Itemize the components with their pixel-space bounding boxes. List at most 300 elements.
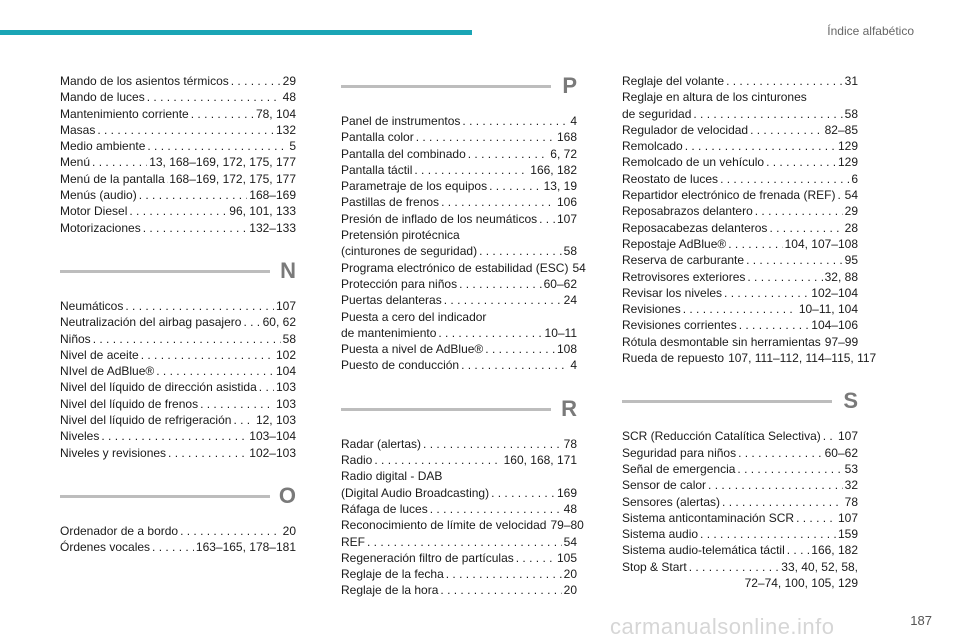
entry-term: Radio [341, 453, 373, 468]
index-entry [622, 317, 858, 333]
entry-pages: 20 [563, 567, 577, 582]
section-letter: N [280, 257, 296, 283]
entry-term: Sistema audio-telemática táctil [622, 543, 785, 558]
entry-term: Reglaje de la hora [341, 583, 439, 598]
entry-pages: 78 [844, 494, 858, 509]
entry-term: Regulador de velocidad [622, 122, 749, 137]
dot-leader [414, 162, 528, 178]
entry-pages: 107 [275, 298, 296, 313]
dot-leader [141, 347, 274, 363]
entry-term: Nivel de aceite [60, 347, 139, 362]
entry-pages: 54 [844, 188, 858, 203]
index-entry [341, 113, 577, 129]
dot-leader [147, 138, 287, 154]
index-entry [622, 334, 858, 350]
entry-term: Reposabrazos delantero [622, 204, 753, 219]
dot-leader [726, 73, 843, 89]
index-entry [60, 347, 296, 363]
index-entry [60, 171, 296, 187]
dot-leader [787, 542, 810, 558]
entry-term: Regeneración filtro de partículas [341, 550, 514, 565]
dot-leader [837, 187, 842, 203]
entry-term: Remolcado de un vehículo [622, 155, 765, 170]
entry-term: de mantenimiento [341, 325, 437, 340]
index-entry [341, 129, 577, 145]
index-entry [622, 285, 858, 301]
entry-pages: 32, 88 [824, 269, 858, 284]
index-entry [622, 73, 858, 89]
entry-pages: 105 [556, 550, 577, 565]
index-entry [60, 220, 296, 236]
dot-leader [129, 203, 227, 219]
entry-term: SCR (Reducción Catalítica Selectiva) [622, 429, 821, 444]
index-entry [622, 350, 877, 366]
dot-leader [374, 452, 501, 468]
entry-pages: 102 [275, 347, 296, 362]
entry-pages: 13, 19 [543, 179, 577, 194]
section-rule [341, 408, 551, 411]
dot-leader [461, 357, 568, 373]
index-column-2 [341, 73, 586, 599]
dot-leader [516, 550, 555, 566]
entry-term: Masas [60, 122, 96, 137]
index-entry [341, 178, 577, 194]
entry-pages: 58 [282, 331, 296, 346]
entry-pages: 107, 111–112, 114–115, 117 [728, 351, 877, 366]
index-entry [60, 445, 296, 461]
entry-term: Protección para niños [341, 276, 458, 291]
entry-pages: 6 [851, 171, 858, 186]
dot-leader [101, 428, 247, 444]
index-column-3 [622, 73, 877, 591]
index-entry [60, 106, 296, 122]
entry-term: Rueda de repuesto [622, 351, 725, 366]
index-entry [60, 138, 296, 154]
entry-term: Puesta a nivel de AdBlue® [341, 342, 484, 357]
entry-term: Neutralización del airbag pasajero [60, 315, 242, 330]
page-header-title: Índice alfabético [827, 24, 914, 38]
entry-term: Nivel del líquido de refrigeración [60, 413, 232, 428]
entry-pages: 54 [563, 534, 577, 549]
dot-leader [491, 485, 555, 501]
dot-leader [685, 138, 836, 154]
entry-term: Ráfaga de luces [341, 501, 428, 516]
entry-term: Motorizaciones [60, 220, 141, 235]
entry-term: Ordenador de a bordo [60, 523, 179, 538]
index-entry [622, 203, 858, 219]
index-entry [60, 412, 296, 428]
index-entry [341, 292, 577, 308]
index-entry [60, 379, 296, 395]
entry-pages: 60–62 [824, 445, 858, 460]
dot-leader [750, 122, 823, 138]
index-entry [622, 542, 858, 558]
index-entry [341, 276, 577, 292]
index-entry [341, 260, 586, 276]
page-number: 187 [910, 613, 932, 628]
entry-pages: 29 [844, 204, 858, 219]
entry-term: Sistema audio [622, 527, 699, 542]
entry-pages: 12, 103 [255, 413, 296, 428]
dot-leader [233, 412, 254, 428]
index-entry [341, 146, 577, 162]
index-entry [622, 477, 858, 493]
dot-leader [444, 292, 562, 308]
entry-pages: 107 [837, 429, 858, 444]
dot-leader [231, 73, 281, 89]
index-entry [341, 566, 577, 582]
section-letter: R [561, 395, 577, 421]
entry-term: Puertas delanteras [341, 293, 442, 308]
dot-leader [191, 106, 254, 122]
entry-pages: 60, 62 [262, 315, 296, 330]
entry-term: Nivel del líquido de dirección asistida [60, 380, 257, 395]
entry-pages: 24 [563, 293, 577, 308]
entry-pages: 58 [563, 244, 577, 259]
index-entry [622, 187, 858, 203]
entry-term: Mando de luces [60, 90, 145, 105]
index-entry [60, 154, 296, 170]
entry-term: Sistema anticontaminación SCR [622, 510, 795, 525]
dot-leader [539, 211, 555, 227]
entry-pages: 166, 182 [811, 543, 858, 558]
entry-term: Niveles [60, 429, 100, 444]
entry-pages: 5 [289, 139, 296, 154]
dot-leader [243, 314, 260, 330]
section-letter: O [278, 482, 296, 508]
index-entry [341, 341, 577, 357]
dot-leader [724, 285, 809, 301]
entry-term: Stop & Start [622, 559, 687, 574]
entry-pages: 103 [275, 396, 296, 411]
dot-leader [459, 276, 542, 292]
entry-pages: 104 [275, 364, 296, 379]
index-entry [622, 269, 858, 285]
dot-leader [440, 582, 561, 598]
index-entry [622, 154, 858, 170]
entry-pages: 79–80 [550, 518, 584, 533]
entry-pages: 163–165, 178–181 [195, 540, 296, 555]
section-rule [60, 270, 270, 273]
entry-term: Pantalla del combinado [341, 146, 466, 161]
dot-leader [156, 363, 274, 379]
entry-pages: 29 [282, 74, 296, 88]
index-entry [622, 171, 858, 187]
dot-leader [708, 477, 843, 493]
entry-term: Reconocimiento de límite de velocidad [341, 518, 547, 533]
dot-leader [489, 178, 542, 194]
index-entry [341, 582, 577, 598]
entry-pages: 104–106 [811, 318, 858, 333]
entry-term: Menú de la pantalla [60, 171, 165, 186]
index-entry [341, 517, 584, 533]
dot-leader [462, 113, 568, 129]
dot-leader [200, 396, 274, 412]
index-entry [60, 73, 296, 89]
entry-term: Mantenimiento corriente [60, 106, 189, 121]
index-entry [60, 203, 296, 219]
entry-pages: 103–104 [249, 429, 296, 444]
section-header-r [341, 396, 577, 436]
dot-leader [700, 526, 836, 542]
entry-pages: 20 [282, 523, 296, 538]
entry-term: Revisiones corrientes [622, 318, 737, 333]
watermark-text: carmanualsonline.info [610, 614, 835, 639]
dot-leader [728, 236, 782, 252]
dot-leader [769, 220, 842, 236]
section-letter: P [562, 73, 577, 98]
entry-term: Medio ambiente [60, 139, 146, 154]
entry-term: Reserva de carburante [622, 253, 745, 268]
dot-leader [796, 510, 836, 526]
entry-term: Rótula desmontable sin herramientas [622, 334, 821, 349]
entry-pages: 58 [844, 106, 858, 121]
entry-pages: 48 [282, 90, 296, 105]
index-entry [622, 138, 858, 154]
index-entry [341, 162, 577, 178]
entry-pages: 97–99 [824, 334, 859, 349]
entry-pages: 103 [275, 380, 296, 395]
entry-pages: 10–11 [544, 325, 577, 340]
entry-pages: 168–169, 172, 175, 177 [169, 171, 296, 186]
entry-term: Sensores (alertas) [622, 494, 721, 509]
entry-term: Órdenes vocales [60, 540, 151, 555]
entry-term: Reposacabezas delanteros [622, 220, 768, 235]
entry-term: Señal de emergencia [622, 461, 736, 476]
section-rule [341, 85, 551, 88]
dot-leader [367, 534, 562, 550]
entry-term: Neumáticos [60, 298, 124, 313]
index-entry [622, 461, 858, 477]
entry-pages: 33, 40, 52, 58, [781, 559, 858, 574]
index-entry [622, 106, 858, 122]
index-entry-first-line: Radio digital - DAB [341, 469, 443, 484]
entry-pages: 159 [837, 527, 858, 542]
dot-leader [747, 269, 822, 285]
index-entry [60, 298, 296, 314]
index-entry [60, 314, 296, 330]
entry-term: Mando de los asientos térmicos [60, 74, 229, 88]
section-header-o [60, 483, 296, 523]
dot-leader [693, 106, 842, 122]
entry-pages: 28 [844, 220, 858, 235]
index-entry [622, 559, 858, 575]
entry-term: Revisiones [622, 302, 681, 317]
section-header-p [341, 73, 577, 113]
index-entry-first-line: Puesta a cero del indicador [341, 309, 487, 324]
entry-pages: 168 [556, 130, 577, 145]
dot-leader [468, 146, 549, 162]
index-entry [341, 550, 577, 566]
entry-term: Radar (alertas) [341, 436, 422, 451]
index-entry [60, 122, 296, 138]
entry-pages: 96, 101, 133 [229, 204, 296, 219]
entry-term: Retrovisores exteriores [622, 269, 746, 284]
entry-pages: 107 [837, 510, 858, 525]
dot-leader [441, 194, 555, 210]
index-entry [341, 211, 577, 227]
dot-leader [438, 325, 542, 341]
entry-pages: 60–62 [543, 276, 577, 291]
entry-pages: 95 [844, 253, 858, 268]
index-entry [622, 510, 858, 526]
index-entry [341, 534, 577, 550]
entry-term: de seguridad [622, 106, 692, 121]
index-entry [622, 220, 858, 236]
entry-pages: 132 [275, 122, 296, 137]
index-entry [341, 243, 577, 259]
dot-leader [180, 523, 281, 539]
dot-leader [430, 501, 562, 517]
index-entry [341, 357, 577, 373]
entry-term: Reglaje del volante [622, 74, 725, 88]
index-entry [60, 331, 296, 347]
entry-pages: 82–85 [824, 122, 858, 137]
entry-pages: 20 [563, 583, 577, 598]
dot-leader [147, 89, 281, 105]
entry-pages: 166, 182 [530, 162, 577, 177]
entry-term: Revisar los niveles [622, 285, 723, 300]
entry-term: (cinturones de seguridad) [341, 244, 478, 259]
entry-term: Puesto de conducción [341, 358, 460, 373]
dot-leader [755, 203, 843, 219]
section-header-n [60, 258, 296, 298]
dot-leader [92, 154, 147, 170]
entry-pages: 4 [570, 358, 577, 373]
entry-term: Sensor de calor [622, 478, 707, 493]
entry-term: Menú [60, 155, 91, 170]
entry-term: Seguridad para niños [622, 445, 737, 460]
index-entry [622, 236, 858, 252]
index-entry-continuation: 72–74, 100, 105, 129 [744, 576, 858, 591]
entry-pages: 31 [844, 74, 858, 88]
dot-leader [823, 428, 836, 444]
index-entry [622, 122, 858, 138]
entry-term: Reostato de luces [622, 171, 719, 186]
section-rule [60, 495, 270, 498]
dot-leader [766, 154, 836, 170]
index-entry [341, 436, 577, 452]
dot-leader [689, 559, 780, 575]
section-rule [622, 400, 832, 403]
dot-leader [139, 187, 248, 203]
index-entry [341, 501, 577, 517]
entry-term: Repartidor electrónico de frenada (REF) [622, 188, 836, 203]
entry-pages: 78 [563, 436, 577, 451]
entry-pages: 129 [837, 155, 858, 170]
entry-term: Parametraje de los equipos [341, 179, 488, 194]
index-entry [622, 252, 858, 268]
entry-term: Nivel del líquido de frenos [60, 396, 199, 411]
entry-pages: 107 [556, 211, 577, 226]
dot-leader [97, 122, 274, 138]
index-entry [622, 494, 858, 510]
index-entry [60, 89, 296, 105]
dot-leader [479, 243, 562, 259]
entry-pages: 104, 107–108 [784, 236, 858, 251]
dot-leader [739, 317, 810, 333]
entry-term: Panel de instrumentos [341, 114, 461, 128]
index-entry [341, 485, 577, 501]
index-entry [60, 363, 296, 379]
entry-pages: 10–11, 104 [798, 302, 858, 317]
dot-leader [168, 445, 247, 461]
entry-term: Niveles y revisiones [60, 445, 167, 460]
dot-leader [720, 171, 849, 187]
dot-leader [125, 298, 274, 314]
entry-pages: 160, 168, 171 [503, 453, 577, 468]
entry-pages: 48 [563, 501, 577, 516]
entry-pages: 78, 104 [255, 106, 296, 121]
index-entry [622, 428, 858, 444]
entry-term: Menús (audio) [60, 188, 137, 203]
index-column-1 [60, 73, 296, 556]
entry-pages: 32 [844, 478, 858, 493]
entry-term: (Digital Audio Broadcasting) [341, 485, 490, 500]
entry-pages: 132–133 [249, 220, 296, 235]
dot-leader [416, 129, 555, 145]
entry-term: Niños [60, 331, 91, 346]
dot-leader [722, 494, 843, 510]
dot-leader [93, 331, 281, 347]
index-entry [60, 539, 296, 555]
dot-leader [143, 220, 248, 236]
index-entry [60, 396, 296, 412]
entry-pages: 13, 168–169, 172, 175, 177 [149, 155, 296, 170]
entry-term: Reglaje de la fecha [341, 567, 444, 582]
index-entry-first-line: Pretensión pirotécnica [341, 228, 460, 243]
entry-pages: 129 [837, 139, 858, 154]
index-entry [60, 187, 296, 203]
dot-leader [446, 566, 562, 582]
entry-term: REF [341, 534, 365, 549]
dot-leader [746, 252, 843, 268]
entry-term: Pantalla color [341, 130, 414, 145]
entry-term: NIvel de AdBlue® [60, 364, 155, 379]
dot-leader [259, 379, 274, 395]
index-entry [341, 452, 577, 468]
entry-term: Repostaje AdBlue® [622, 236, 727, 251]
index-entry [622, 301, 858, 317]
index-entry [60, 428, 296, 444]
index-entry [60, 523, 296, 539]
entry-pages: 169 [556, 485, 577, 500]
entry-term: Pastillas de frenos [341, 195, 440, 210]
entry-pages: 168–169 [249, 188, 296, 203]
index-entry [341, 194, 577, 210]
entry-term: Pantalla táctil [341, 162, 413, 177]
entry-pages: 102–103 [249, 445, 296, 460]
index-entry [622, 445, 858, 461]
entry-pages: 6, 72 [550, 146, 577, 161]
dot-leader [152, 539, 194, 555]
index-entry [341, 325, 577, 341]
entry-pages: 53 [844, 461, 858, 476]
entry-pages: 106 [556, 195, 577, 210]
index-entry-first-line: Reglaje en altura de los cinturones [622, 90, 807, 105]
dot-leader [683, 301, 797, 317]
entry-term: Motor Diesel [60, 204, 128, 219]
entry-term: Remolcado [622, 139, 683, 154]
dot-leader [738, 445, 823, 461]
dot-leader [423, 436, 562, 452]
section-header-s [622, 388, 858, 428]
entry-pages: 102–104 [811, 285, 858, 300]
entry-term: Presión de inflado de los neumáticos [341, 211, 538, 226]
entry-pages: 4 [570, 114, 577, 128]
dot-leader [737, 461, 842, 477]
entry-pages: 108 [556, 342, 577, 357]
